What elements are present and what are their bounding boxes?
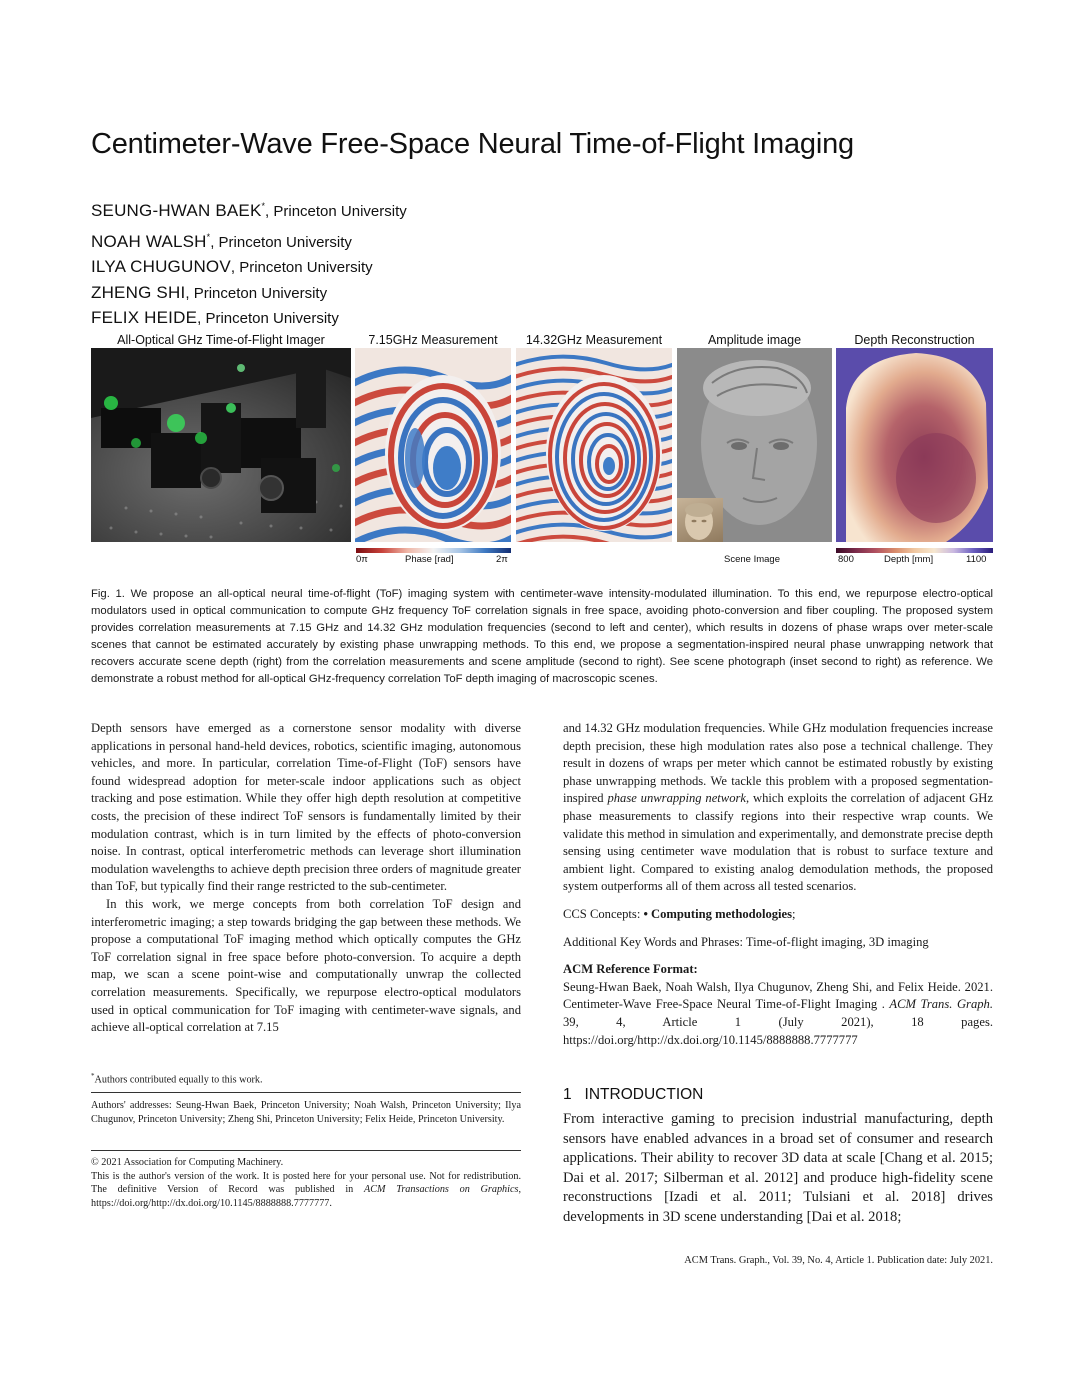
depth-colorbar-min: 800 xyxy=(838,554,854,565)
author-line xyxy=(91,255,407,281)
panel-title-715ghz: 7.15GHz Measurement xyxy=(368,333,498,347)
amplitude-image xyxy=(677,348,832,542)
introduction-paragraph: From interactive gaming to precision industrial manufacturing, depth sensors have enabled advances in a broad set of consumer and research applications. Their ability to recover 3D data at scale [Chang et al. 2015; Dai et al. 2017; Silberman et al. 2012] and produce high-fidelity scene reconstructions [Izadi et al. 2011; Tulsiani et al. 2018] drives developments in 3D scene understanding [Dai et al. 2018; xyxy=(563,1111,993,1225)
panel-title-1432ghz: 14.32GHz Measurement xyxy=(525,333,663,347)
author-name: ILYA CHUGUNOV xyxy=(91,257,231,276)
scene-image-label: Scene Image xyxy=(724,554,780,565)
author-affiliation: , Princeton University xyxy=(197,310,339,327)
version-notice-doi: , https://doi.org/http://dx.doi.org/10.1145/8888888.7777777. xyxy=(91,1184,521,1209)
panel-title-imager: All-Optical GHz Time-of-Flight Imager xyxy=(117,333,325,347)
depth-colorbar xyxy=(836,548,993,553)
body-text: , which exploits the correlation of adjacent GHz phase measurements to classify regions into their respective wrap counts. We validate this method in simulation and experimentally, and demonstrate precise depth sensing using centimeter wave modulation that is robust to surface texture and ambient light. Compared to existing analog demodulation methods, the proposed system outperforms all of them across all tested scenarios. xyxy=(563,791,993,894)
ccs-end: ; xyxy=(792,906,796,921)
right-column xyxy=(563,720,993,1049)
footnote-divider xyxy=(91,1092,521,1093)
version-notice-text: This is the author's version of the work. It is posted here for your personal use. Not for redistribution. The definitive Version of Record was published in xyxy=(91,1170,521,1196)
author-name: SEUNG-HWAN BAEK xyxy=(91,201,262,220)
reference-format xyxy=(563,979,993,1049)
depth-colorbar-label: Depth [mm] xyxy=(884,554,934,565)
phase-colorbar-max: 2π xyxy=(496,554,508,565)
left-column xyxy=(91,720,521,1037)
author-line xyxy=(91,281,407,307)
author-affiliation: , Princeton University xyxy=(265,203,407,220)
reference-format-heading: ACM Reference Format: xyxy=(563,962,698,977)
author-line xyxy=(91,306,407,332)
reference-journal: ACM Trans. Graph. xyxy=(889,997,993,1012)
author-affiliation: , Princeton University xyxy=(210,233,352,251)
ccs-concepts xyxy=(563,906,993,924)
version-notice xyxy=(91,1170,521,1211)
phase-colorbar xyxy=(356,548,511,553)
keywords: Additional Key Words and Phrases: Time-of-flight imaging, 3D imaging xyxy=(563,934,929,949)
equal-contribution-mark: * xyxy=(261,201,266,211)
panel-title-amplitude: Amplitude image xyxy=(707,333,802,347)
journal-name: ACM Transactions on Graphics xyxy=(363,1184,519,1196)
author-addresses-footnote: Authors' addresses: Seung-Hwan Baek, Princeton University; Noah Walsh, Princeton University; Ilya Chugunov, Princeton University; Zheng Shi, Princeton University; Felix Heide, Princeton University. xyxy=(91,1100,521,1125)
phase-map-14-32ghz xyxy=(516,348,672,542)
figure-caption: Fig. 1. We propose an all-optical neural time-of-flight (ToF) imaging system with centimeter-wave intensity-modulated illumination. To this end, we repurpose electro-optical modulators used in optical communication to compute GHz frequency ToF correlation signals in free space, avoiding photo-conversion and fiber coupling. The proposed system provides correlation measurements at 7.15 GHz and 14.32 GHz modulation frequencies (second to left and center), which results in dozens of phase wraps over meter-scale scenes that cannot be estimated accurately by existing phase unwrapping methods. To this end, we propose a segmentation-inspired neural phase unwrapping network that recovers accurate scene depth (right) from the correlation measurements and scene amplitude (second to right). See scene photograph (inset second to right) as reference. We demonstrate a robust method for all-optical GHz-frequency correlation ToF depth imaging of macroscopic scenes. xyxy=(91,588,993,686)
author-name: NOAH WALSH xyxy=(91,231,207,251)
author-list xyxy=(91,194,407,332)
ccs-value: • Computing methodologies xyxy=(643,906,793,921)
phase-map-7-15ghz xyxy=(355,348,511,542)
equal-contribution-mark: * xyxy=(206,231,211,242)
section-title: INTRODUCTION xyxy=(584,1086,704,1103)
page-footer: ACM Trans. Graph., Vol. 39, No. 4, Article 1. Publication date: July 2021. xyxy=(684,1255,993,1266)
copyright-footnote xyxy=(91,1156,521,1210)
equal-contribution-text: Authors contributed equally to this work. xyxy=(94,1074,263,1086)
body-paragraph: In this work, we merge concepts from both correlation ToF design and interferometric imaging; a step towards bridging the gap between these methods. We propose a computational ToF imaging method which optically computes the GHz ToF correlation signal in free space before photo-conversion. To acquire a depth map, we scan a scene point-wise and computationally unwrap the collected correlation measurements. Specifically, we repurpose electro-optical modulators used in optical communication for ToF imaging with centimeter-wave signals, and achieve all-optical correlation at 7.15 xyxy=(91,896,521,1035)
author-line xyxy=(91,194,407,225)
footnote-divider xyxy=(91,1150,521,1151)
ccs-label: CCS Concepts: xyxy=(563,906,644,921)
author-line xyxy=(91,225,407,256)
depth-reconstruction xyxy=(836,348,993,542)
author-name: FELIX HEIDE xyxy=(91,308,198,327)
author-name: ZHENG SHI xyxy=(91,282,186,302)
author-affiliation: , Princeton University xyxy=(185,284,328,302)
copyright-line: © 2021 Association for Computing Machinery. xyxy=(91,1157,284,1168)
phase-colorbar-label: Phase [rad] xyxy=(405,554,454,565)
section-number: 1 xyxy=(563,1086,572,1103)
section-heading xyxy=(563,1086,703,1104)
equal-contribution-footnote: *Authors contributed equally to this work. xyxy=(91,1072,263,1086)
paper-title: Centimeter-Wave Free-Space Neural Time-of-Flight Imaging xyxy=(91,128,854,160)
reference-text: Seung-Hwan Baek, Noah Walsh, Ilya Chugunov, Zheng Shi, and Felix Heide. 2021. Centimeter-Wave Free-Space Neural Time-of-Flight Imaging . xyxy=(563,979,993,1012)
depth-colorbar-max: 1100 xyxy=(966,554,987,565)
author-affiliation: , Princeton University xyxy=(230,259,373,276)
scene-inset-photo xyxy=(677,498,723,542)
emphasized-term: phase unwrapping network xyxy=(607,791,746,806)
reference-doi: 39, 4, Article 1 (July 2021), 18 pages. https://doi.org/http://dx.doi.org/10.1145/8888888.7777777 xyxy=(563,1014,993,1047)
body-text: and 14.32 GHz modulation frequencies. While GHz modulation frequencies increase depth precision, these high modulation rates also pose a technical challenge. They result in dozens of wraps per meter which cannot be estimated robustly by existing phase unwrapping methods. We tackle this problem with a proposed segmentation-inspired xyxy=(563,721,993,806)
panel-title-depth: Depth Reconstruction xyxy=(854,333,975,347)
body-paragraph xyxy=(563,720,993,896)
imager-setup-photo xyxy=(91,348,351,542)
phase-colorbar-min: 0π xyxy=(356,554,368,565)
body-paragraph: Depth sensors have emerged as a cornerstone sensor modality with diverse applications in personal hand-held devices, robotics, scientific imaging, autonomous vehicles, and more. In particular, correlation Time-of-Flight (ToF) sensors have found widespread adoption for meter-scale indoor applications such as object tracking and pose estimation. While they offer high depth resolution at competitive costs, the precision of these indirect ToF sensors is fundamentally limited by their modulation contrast, which is in turn limited by the effects of photo-conversion noise. In contrast, optical interferometric methods can leverage short illumination modulation wavelengths to achieve depth precision three orders of magnitude greater than ToF, but typically find their range restricted to the sub-centimeter. xyxy=(91,721,521,894)
